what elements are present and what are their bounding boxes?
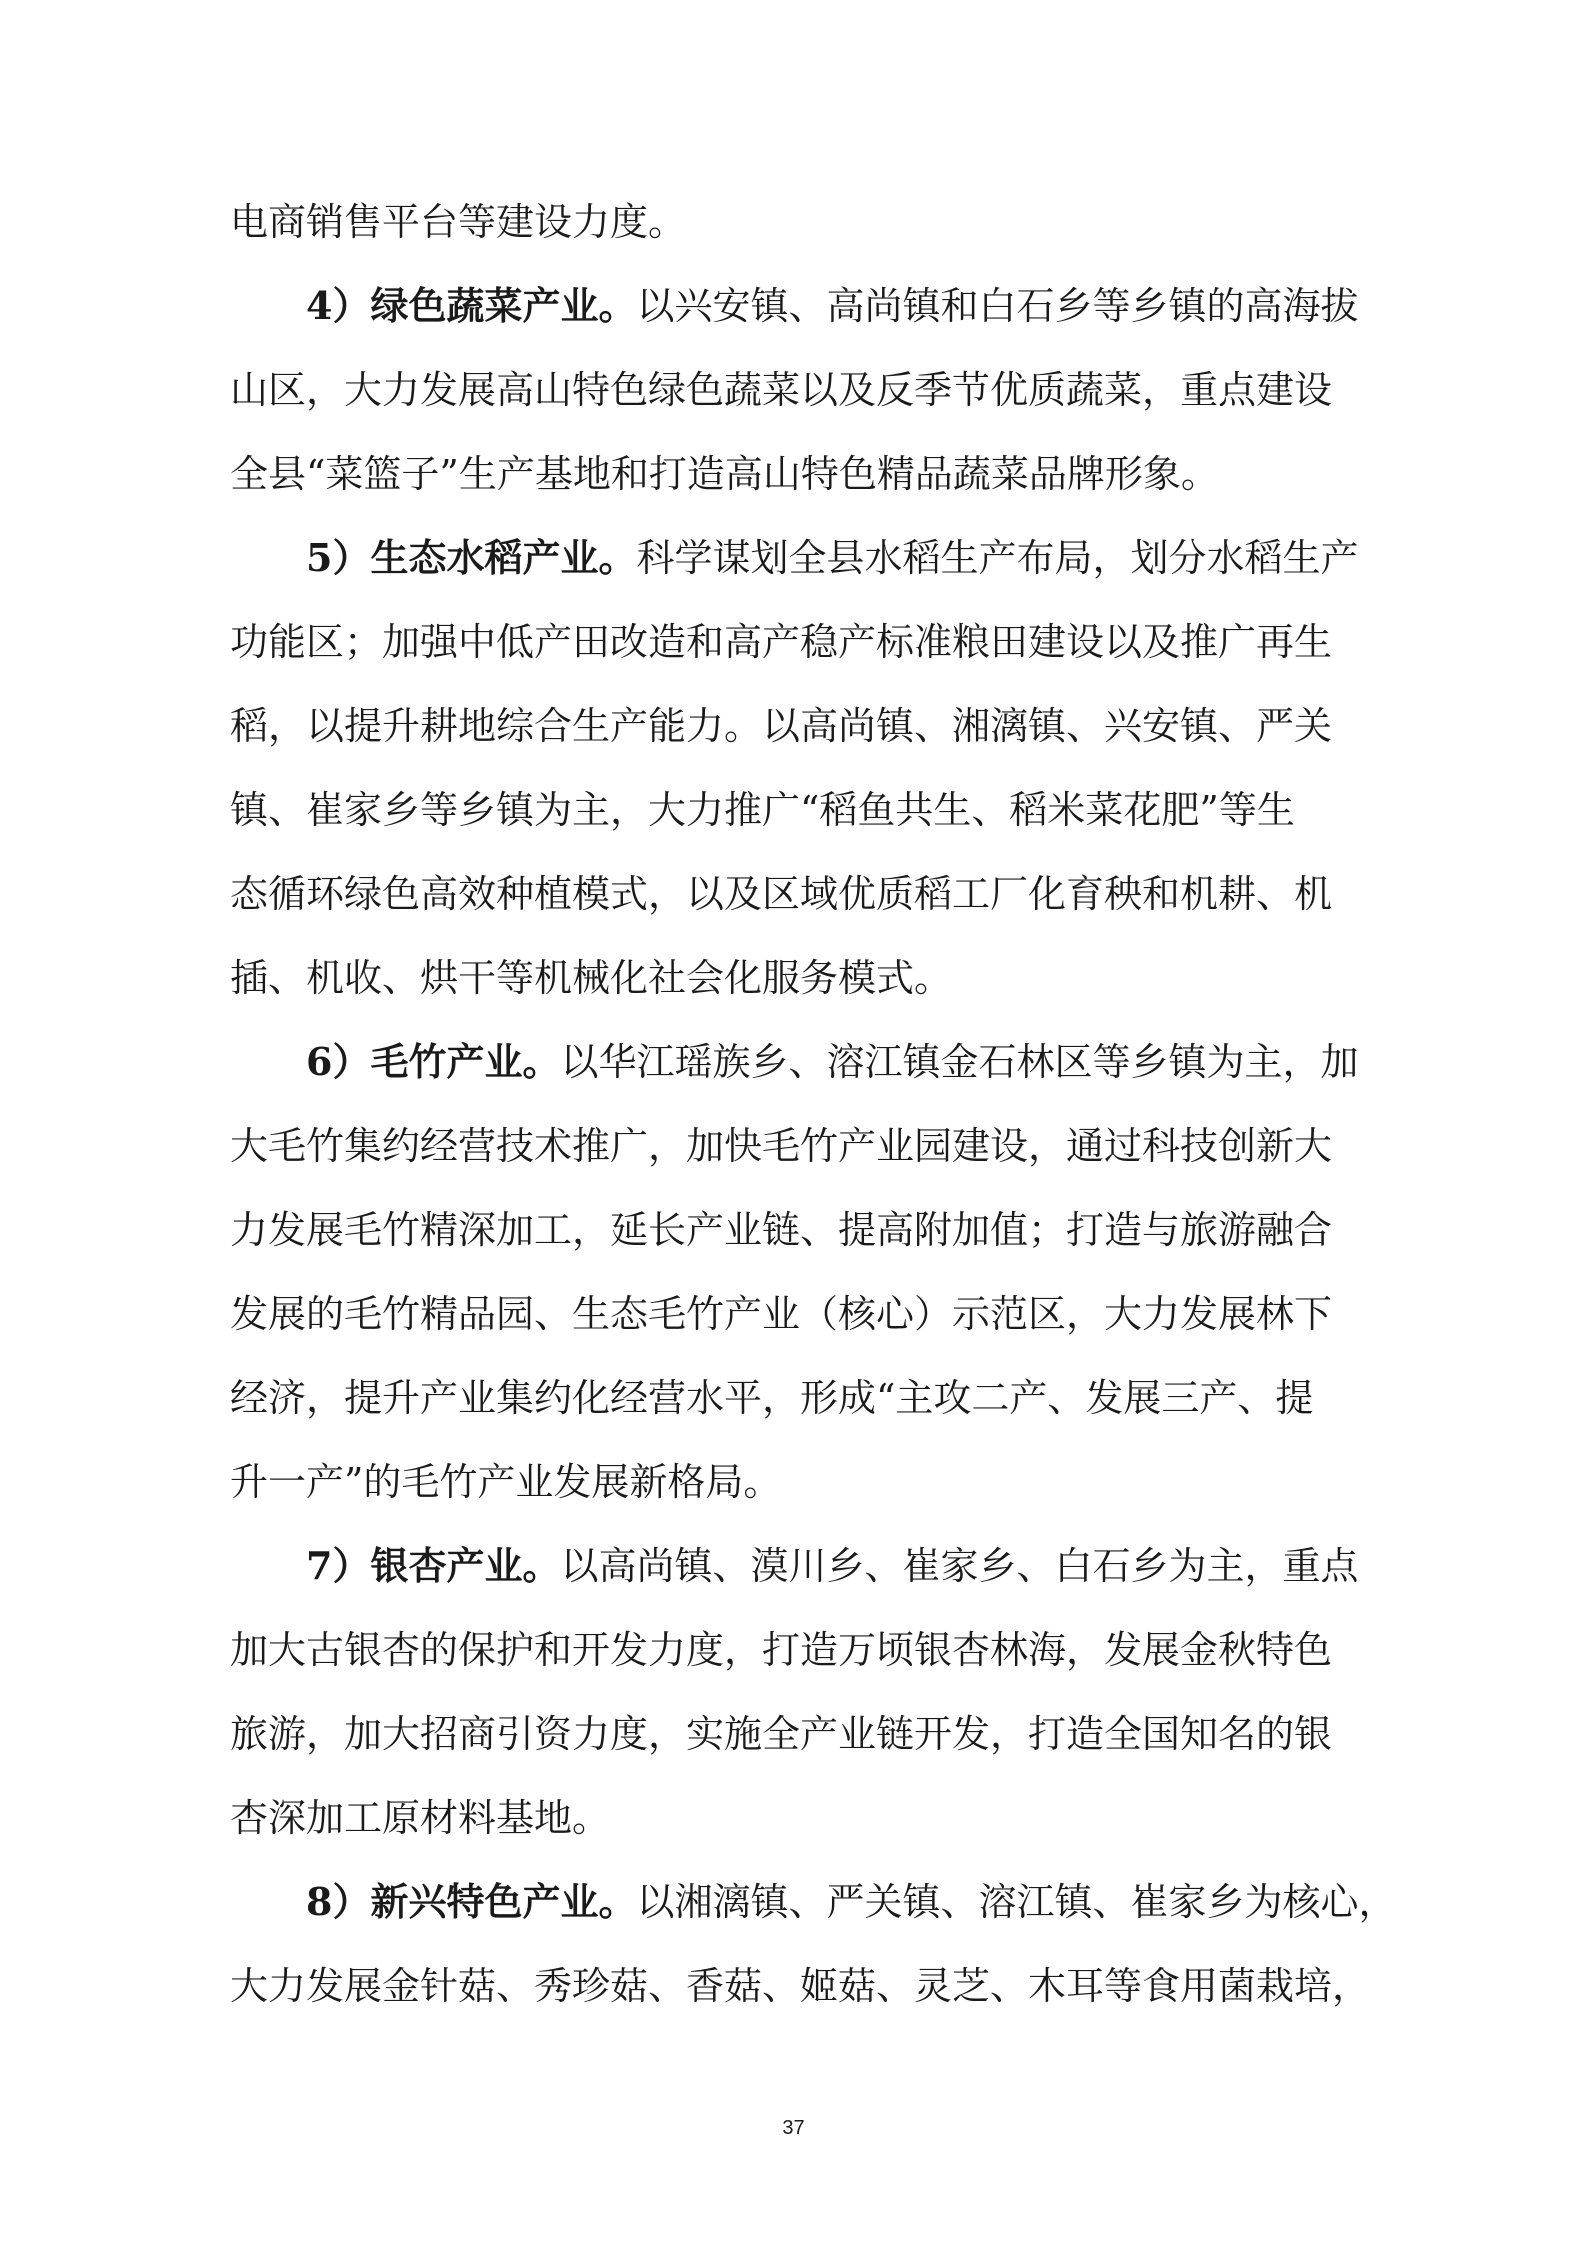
body-text: 经济，提升产业集约化经营水平，形成“主攻二产、发展三产、提 [230,1376,1314,1420]
body-text: 插、机收、烘干等机械化社会化服务模式。 [230,956,953,1000]
paragraph-line [230,1188,1390,1272]
paragraph-line [230,1524,1390,1608]
body-text: 电商销售平台等建设力度。 [230,200,687,244]
paragraph-line [230,516,1390,600]
section-heading: 7）银杏产业。 [306,1543,561,1588]
section-heading: 8）新兴特色产业。 [306,1879,637,1924]
body-text: 大力发展金针菇、秀珍菇、香菇、姬菇、灵芝、木耳等食用菌栽培， [230,1964,1371,2008]
paragraph-line [230,768,1390,852]
paragraph-line [230,1356,1390,1440]
body-text: 功能区；加强中低产田改造和高产稳产标准粮田建设以及推广再生 [230,620,1333,664]
body-text: 以华江瑶族乡、溶江镇金石林区等乡镇为主，加 [560,1040,1359,1084]
body-text: 以高尚镇、漠川乡、崔家乡、白石乡为主，重点 [560,1544,1359,1588]
paragraph-line [230,852,1390,936]
body-text: 升一产”的毛竹产业发展新格局。 [230,1460,782,1504]
section-heading: 6）毛竹产业。 [306,1039,561,1084]
body-text: 旅游，加大招商引资力度，实施全产业链开发，打造全国知名的银 [230,1712,1333,1756]
body-text: 镇、崔家乡等乡镇为主，大力推广“稻鱼共生、稻米菜花肥”等生 [230,788,1295,832]
section-heading: 4）绿色蔬菜产业。 [306,283,637,328]
paragraph-line [230,1440,1390,1524]
body-text: 全县“菜篮子”生产基地和打造高山特色精品蔬菜品牌形象。 [230,452,1219,496]
body-text: 态循环绿色高效种植模式，以及区域优质稻工厂化育秧和机耕、机 [230,872,1333,916]
body-text: 以兴安镇、高尚镇和白石乡等乡镇的高海拔 [636,284,1359,328]
paragraph-line [230,1608,1390,1692]
paragraph-line [230,600,1390,684]
paragraph-line [230,180,1390,264]
paragraph-line [230,1020,1390,1104]
document-body [230,180,1397,2028]
body-text: 山区，大力发展高山特色绿色蔬菜以及反季节优质蔬菜，重点建设 [230,368,1333,412]
paragraph-line [230,936,1390,1020]
body-text: 力发展毛竹精深加工，延长产业链、提高附加值；打造与旅游融合 [230,1208,1333,1252]
body-text: 杏深加工原材料基地。 [230,1796,611,1840]
paragraph-line [230,1776,1390,1860]
paragraph-line [230,1104,1390,1188]
section-heading: 5）生态水稻产业。 [306,535,637,580]
body-text: 加大古银杏的保护和开发力度，打造万顷银杏林海，发展金秋特色 [230,1628,1333,1672]
paragraph-line [230,264,1390,348]
paragraph-line [230,1860,1397,1944]
body-text: 稻，以提升耕地综合生产能力。以高尚镇、湘漓镇、兴安镇、严关 [230,704,1333,748]
body-text: 大毛竹集约经营技术推广，加快毛竹产业园建设，通过科技创新大 [230,1124,1333,1168]
body-text: 科学谋划全县水稻生产布局，划分水稻生产 [636,536,1359,580]
paragraph-line [230,348,1390,432]
page-number: 37 [782,2117,805,2139]
paragraph-line [230,432,1390,516]
body-text: 以湘漓镇、严关镇、溶江镇、崔家乡为核心， [636,1880,1397,1924]
paragraph-line [230,1944,1390,2028]
paragraph-line [230,684,1390,768]
body-text: 发展的毛竹精品园、生态毛竹产业（核心）示范区，大力发展林下 [230,1292,1333,1336]
paragraph-line [230,1272,1390,1356]
paragraph-line [230,1692,1390,1776]
